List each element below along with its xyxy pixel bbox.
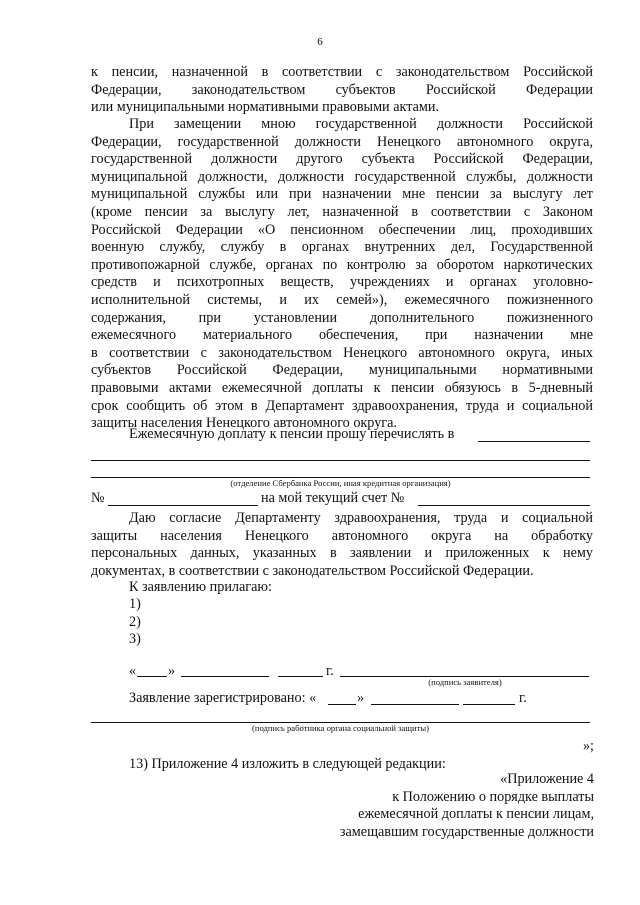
date-close-quote: » — [168, 663, 176, 679]
text-line: При замещении мною государственной должности Российской — [129, 116, 593, 132]
bank-caption: (отделение Сбербанка России, иная кредитная организация) — [230, 478, 451, 488]
registered-year-suffix: г. — [519, 690, 527, 706]
closing-mark: »; — [582, 738, 594, 754]
text-line: содержания, при установлении дополнительного пожизненного — [91, 309, 593, 326]
text-line: Федерации, законодательством субъектов Российской Федерации — [91, 81, 593, 98]
paragraph-obligation — [91, 116, 593, 433]
registered-label: Заявление зарегистрировано: « — [129, 690, 317, 706]
attachment-item-3: 3) — [129, 631, 141, 647]
text-line: (кроме пенсии за выслугу лет, назначенной в соответствии с Законом — [91, 203, 593, 220]
date-year-suffix: г. — [326, 663, 334, 679]
bank-name-field-line-2[interactable] — [91, 460, 590, 461]
transfer-request-text: Ежемесячную доплату к пенсии прошу перечислять в — [129, 426, 455, 442]
text-line: защиты населения Ненецкого автономного округа на обработку — [91, 527, 593, 544]
date-day-field[interactable] — [137, 676, 167, 677]
text-line: средств и психотропных веществ, учреждениях и органах уголовно- — [91, 274, 593, 291]
date-year-field[interactable] — [278, 676, 323, 677]
page-number: 6 — [317, 36, 323, 48]
text-line: ежемесячного материального обеспечения, при назначении мне — [91, 327, 593, 344]
registered-month-field[interactable] — [371, 704, 459, 705]
applicant-signature-caption: (подпись заявителя) — [428, 677, 502, 687]
registered-close-quote: » — [357, 690, 365, 706]
text-line: защиты населения Ненецкого автономного округа. — [91, 415, 397, 432]
paragraph-pension-continuation — [91, 64, 593, 117]
text-line: к пенсии, назначенной в соответствии с законодательством Российской — [91, 64, 593, 80]
text-line: в соответствии с законодательством Ненецкого автономного округа, иных — [91, 344, 593, 361]
appendix-heading — [340, 771, 594, 841]
appendix-heading-line: замещавшим государственные должности — [339, 823, 594, 840]
date-open-quote: « — [129, 663, 137, 679]
item-13-text: 13) Приложение 4 изложить в следующей редакции: — [129, 756, 446, 772]
text-line: правовыми актами ежемесячной доплаты к пенсии обязуюсь в 5-дневный — [91, 379, 593, 396]
text-line: документах, в соответствии с законодательством Российской Федерации. — [91, 562, 534, 579]
current-account-label: на мой текущий счет № — [261, 490, 405, 506]
appendix-heading-line: «Приложение 4 — [500, 771, 594, 787]
current-account-field[interactable] — [418, 505, 590, 506]
text-line: противопожарной службе, органах по контролю за оборотом наркотических — [91, 256, 593, 273]
paragraph-consent — [91, 510, 593, 580]
account-number-field[interactable] — [108, 505, 258, 506]
text-line: субъектов Российской Федерации, муниципальными нормативными — [91, 362, 593, 379]
text-line: исполнительной системы, и их семей»), ежемесячного пожизненного — [91, 291, 593, 308]
text-line: государственной должности другого субъекта Российской Федерации, — [91, 151, 593, 168]
text-line: военную службу, службу в органах внутренних дел, Государственной — [91, 239, 593, 256]
text-line: срок сообщить об этом в Департамент здравоохранения, труда и социальной — [91, 397, 593, 414]
registered-day-field[interactable] — [328, 704, 356, 705]
attachment-item-1: 1) — [129, 596, 141, 612]
text-line: муниципальной службы или при назначении мне пенсии за выслугу лет — [91, 186, 593, 203]
text-line: Российской Федерации «О пенсионном обеспечении лиц, проходивших — [91, 221, 593, 238]
text-line: муниципальной должности, должности государственной службы, должности — [91, 168, 593, 185]
registered-year-field[interactable] — [463, 704, 515, 705]
attachments-label: К заявлению прилагаю: — [129, 579, 272, 595]
date-month-field[interactable] — [181, 676, 269, 677]
appendix-heading-line: ежемесячной доплаты к пенсии лицам, — [358, 806, 594, 823]
account-number-label: № — [91, 490, 105, 506]
bank-name-field[interactable] — [478, 441, 590, 442]
appendix-heading-line: к Положению о порядке выплаты — [392, 788, 594, 805]
attachment-item-2: 2) — [129, 614, 141, 630]
text-line: персональных данных, указанных в заявлении и приложенных к нему — [91, 545, 593, 562]
worker-signature-caption: (подпись работника органа социальной защиты) — [252, 723, 429, 733]
text-line: Федерации, государственной должности Ненецкого автономного округа, — [91, 133, 593, 150]
text-line: или муниципальными нормативными правовыми актами. — [91, 99, 439, 116]
text-line: Даю согласие Департаменту здравоохранения, труда и социальной — [129, 510, 593, 526]
